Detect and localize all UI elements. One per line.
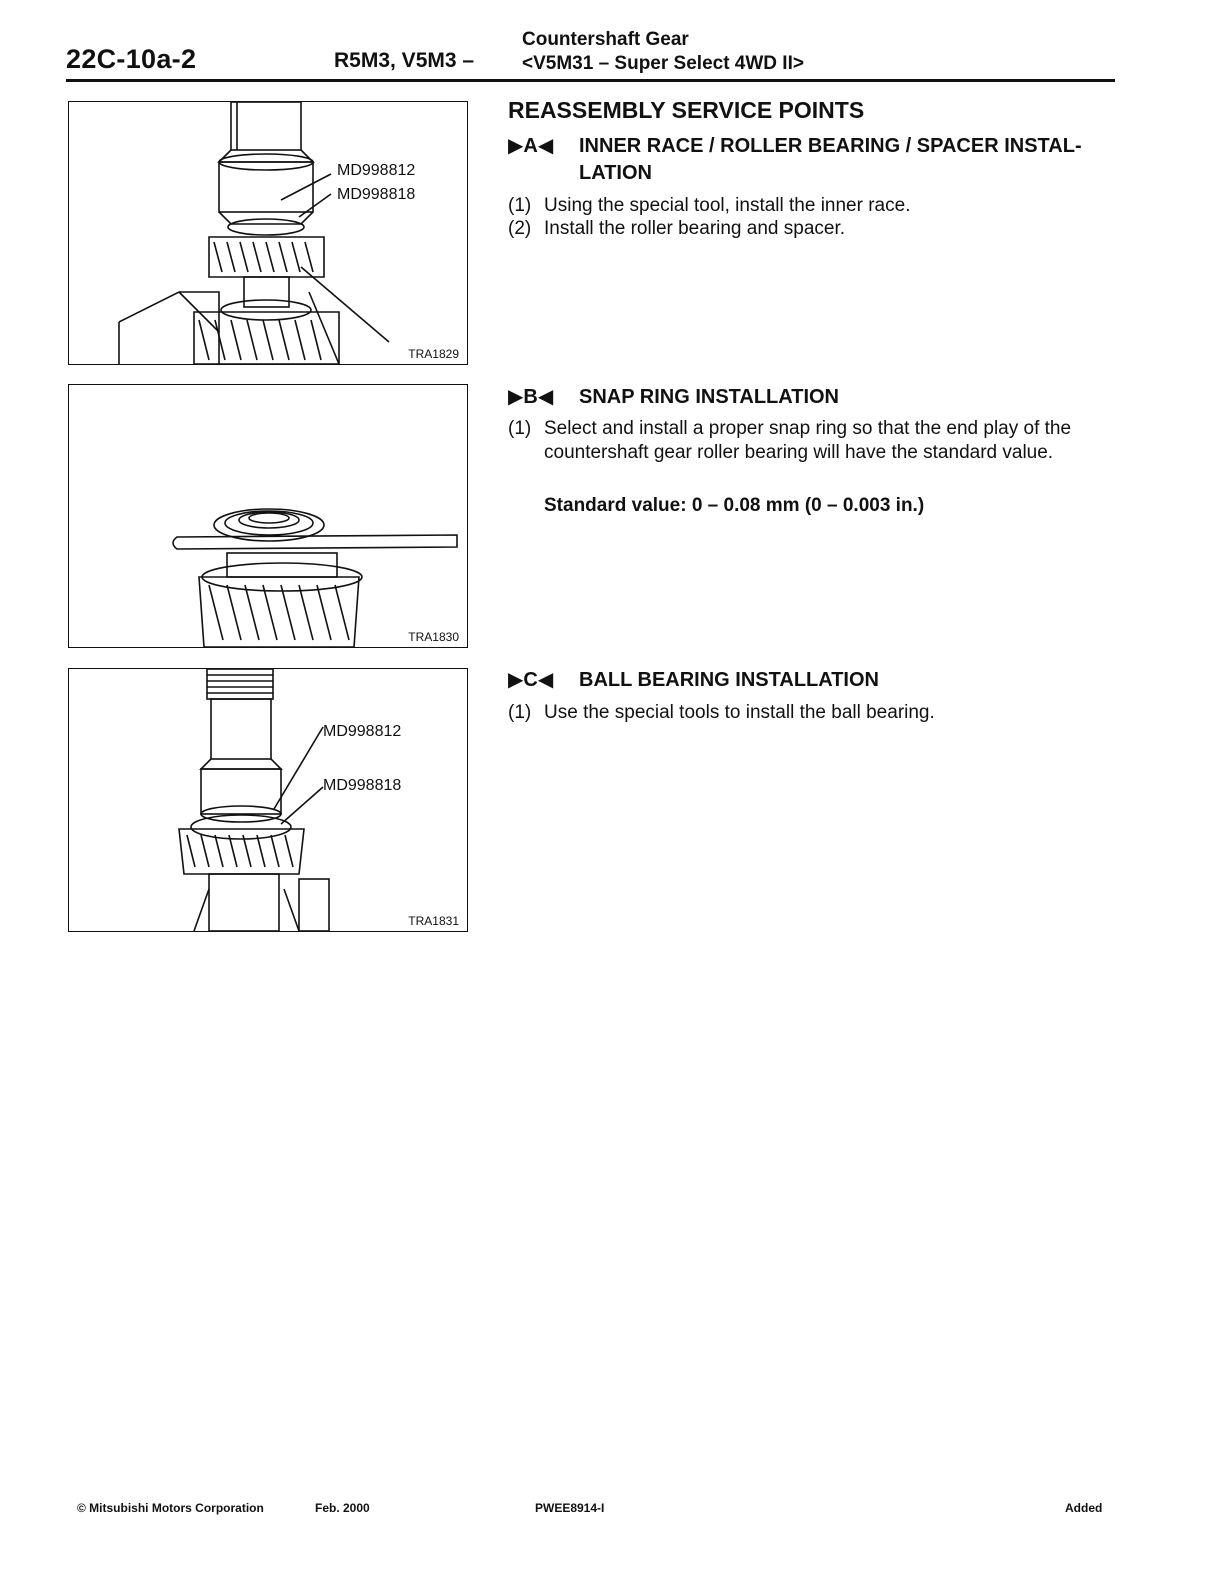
- step-text: Using the special tool, install the inner race.: [544, 195, 911, 216]
- footer-copyright: © Mitsubishi Motors Corporation: [77, 1501, 264, 1515]
- section-title: REASSEMBLY SERVICE POINTS: [508, 97, 865, 123]
- tool-number: MD998818: [323, 777, 402, 794]
- subhead-text: SNAP RING INSTALLATION: [579, 386, 839, 408]
- step-number: (1): [508, 418, 532, 439]
- header-variant: <V5M31 – Super Select 4WD II>: [522, 53, 804, 74]
- figure-code: TRA1829: [408, 347, 459, 361]
- step-text: Install the roller bearing and spacer.: [544, 218, 846, 239]
- step-text: Use the special tools to install the ball bearing.: [544, 702, 935, 723]
- header-rule: [66, 79, 1115, 82]
- footer-doc-code: PWEE8914-I: [535, 1501, 605, 1515]
- figure-code: TRA1831: [408, 914, 459, 928]
- figure-code: TRA1830: [408, 630, 459, 644]
- step-number: (1): [508, 702, 532, 723]
- figure-1-drawing: [69, 102, 467, 364]
- step-number: (2): [508, 218, 532, 239]
- subhead-text: BALL BEARING INSTALLATION: [579, 669, 879, 691]
- footer-status: Added: [1065, 1501, 1103, 1515]
- header-title: Countershaft Gear: [522, 29, 689, 50]
- subhead-text: [579, 133, 1119, 187]
- tool-number: MD998812: [337, 162, 416, 179]
- figure-2-drawing: [69, 385, 467, 647]
- subhead-text-line: INNER RACE / ROLLER BEARING / SPACER INSTAL-: [579, 135, 1082, 157]
- subhead-text-line: LATION: [579, 162, 652, 184]
- tool-number: MD998818: [337, 186, 416, 203]
- step-number: (1): [508, 195, 532, 216]
- figure-ball-bearing-install: [68, 668, 468, 932]
- figure-inner-race-install: [68, 101, 468, 365]
- figure-snap-ring-install: [68, 384, 468, 648]
- figure-3-drawing: [69, 669, 467, 931]
- service-point-mark-a: ▶A◀: [508, 135, 554, 157]
- page-number: 22C-10a-2: [66, 44, 197, 74]
- service-point-mark-b: ▶B◀: [508, 386, 554, 408]
- footer-date: Feb. 2000: [315, 1501, 370, 1515]
- standard-value: Standard value: 0 – 0.08 mm (0 – 0.003 in.): [544, 495, 925, 516]
- model-line: R5M3, V5M3 –: [334, 49, 475, 72]
- service-point-mark-c: ▶C◀: [508, 669, 554, 691]
- tool-number: MD998812: [323, 723, 402, 740]
- step-text: Select and install a proper snap ring so that the end play of the countershaft gear roller bearing will have the standard value.: [544, 418, 1072, 463]
